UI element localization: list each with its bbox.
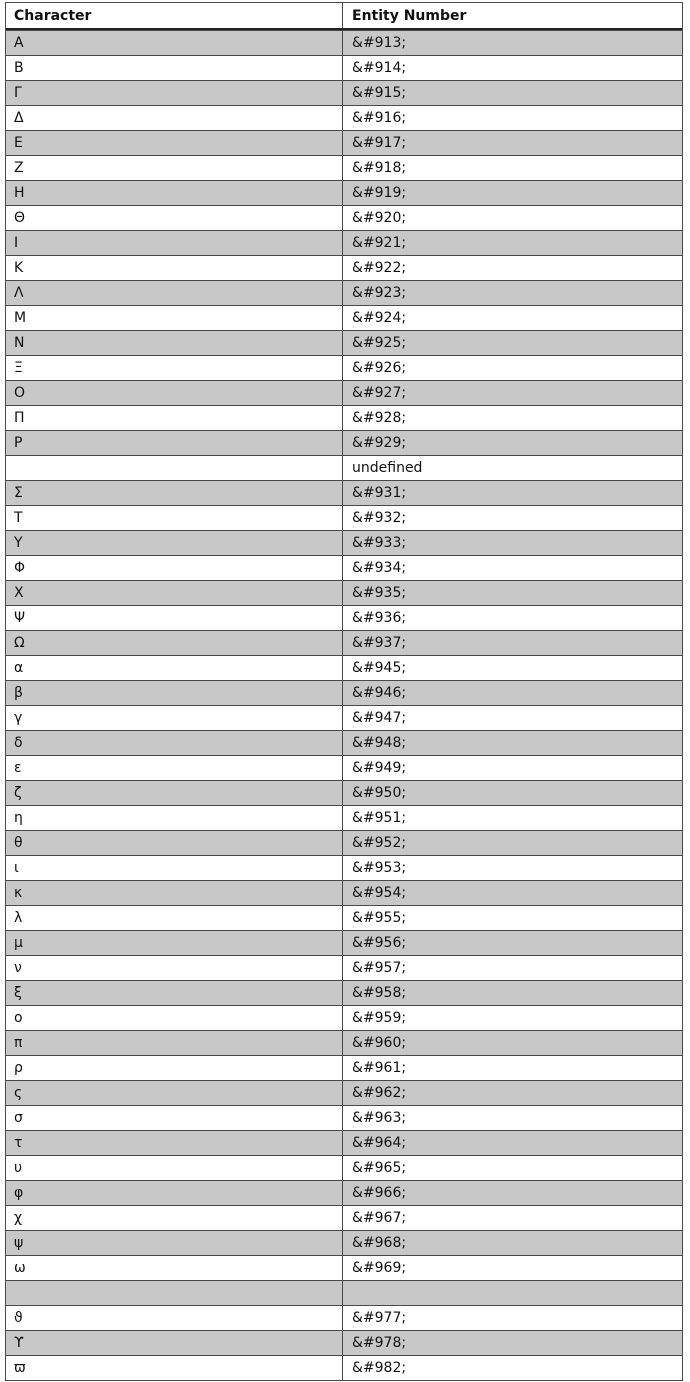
entity-number-cell: &#961; xyxy=(352,1060,407,1076)
entity-number-cell: &#932; xyxy=(352,510,407,526)
entity-number-cell: &#945; xyxy=(352,660,407,676)
entity-number-cell: &#926; xyxy=(352,360,407,376)
table-row xyxy=(6,805,682,830)
table-row xyxy=(6,305,682,330)
character-cell: κ xyxy=(6,881,343,905)
character-cell: ρ xyxy=(6,1056,343,1080)
character-cell: ν xyxy=(6,956,343,980)
character-cell: α xyxy=(6,656,343,680)
entity-number-cell: &#918; xyxy=(352,160,407,176)
table-row xyxy=(6,130,682,155)
table-row xyxy=(6,105,682,130)
table-row xyxy=(6,1255,682,1280)
table-row xyxy=(6,755,682,780)
entity-number-cell: &#913; xyxy=(352,35,407,51)
table-row xyxy=(6,730,682,755)
table-row xyxy=(6,630,682,655)
entity-number-cell: &#955; xyxy=(352,910,407,926)
character-cell: Ω xyxy=(6,631,343,655)
character-cell xyxy=(6,1281,343,1305)
table-row xyxy=(6,480,682,505)
table-row xyxy=(6,155,682,180)
character-cell: ε xyxy=(6,756,343,780)
entity-number-cell: &#957; xyxy=(352,960,407,976)
entity-number-cell: &#927; xyxy=(352,385,407,401)
table-row xyxy=(6,1330,682,1355)
character-cell: δ xyxy=(6,731,343,755)
table-row xyxy=(6,30,682,55)
character-cell: Κ xyxy=(6,256,343,280)
table-row xyxy=(6,1055,682,1080)
entity-number-cell: &#935; xyxy=(352,585,407,601)
table-row xyxy=(6,380,682,405)
entity-number-cell: &#919; xyxy=(352,185,407,201)
entity-number-cell: &#952; xyxy=(352,835,407,851)
character-cell: Ε xyxy=(6,131,343,155)
entity-number-cell: &#968; xyxy=(352,1235,407,1251)
table-header-row xyxy=(6,3,682,30)
character-cell: Η xyxy=(6,181,343,205)
entity-number-cell: &#915; xyxy=(352,85,407,101)
character-cell: Σ xyxy=(6,481,343,505)
table-row xyxy=(6,555,682,580)
entity-number-cell: &#947; xyxy=(352,710,407,726)
character-cell: ω xyxy=(6,1256,343,1280)
character-cell: π xyxy=(6,1031,343,1055)
greek-entity-table xyxy=(5,2,683,1381)
entity-number-cell: &#946; xyxy=(352,685,407,701)
table-row xyxy=(6,1005,682,1030)
entity-number-cell: &#934; xyxy=(352,560,407,576)
table-row xyxy=(6,1230,682,1255)
character-cell: Α xyxy=(6,31,343,55)
character-cell: ζ xyxy=(6,781,343,805)
entity-number-cell: &#916; xyxy=(352,110,407,126)
table-row xyxy=(6,430,682,455)
character-cell: ο xyxy=(6,1006,343,1030)
character-cell: Ρ xyxy=(6,431,343,455)
table-body xyxy=(6,30,682,1380)
table-row xyxy=(6,330,682,355)
character-cell: Χ xyxy=(6,581,343,605)
table-row xyxy=(6,255,682,280)
entity-number-cell: &#977; xyxy=(352,1310,407,1326)
entity-number-cell: &#949; xyxy=(352,760,407,776)
entity-number-cell: &#929; xyxy=(352,435,407,451)
entity-number-cell: &#965; xyxy=(352,1160,407,1176)
entity-number-cell: &#953; xyxy=(352,860,407,876)
character-cell: β xyxy=(6,681,343,705)
character-cell: ι xyxy=(6,856,343,880)
entity-number-cell: &#925; xyxy=(352,335,407,351)
table-row xyxy=(6,80,682,105)
character-cell: υ xyxy=(6,1156,343,1180)
header-entity-number: Entity Number xyxy=(352,7,467,24)
table-row xyxy=(6,1155,682,1180)
entity-number-cell: &#936; xyxy=(352,610,407,626)
character-cell: ς xyxy=(6,1081,343,1105)
character-cell: λ xyxy=(6,906,343,930)
entity-number-cell: &#956; xyxy=(352,935,407,951)
character-cell: Τ xyxy=(6,506,343,530)
entity-number-cell: &#962; xyxy=(352,1085,407,1101)
table-row xyxy=(6,1205,682,1230)
entity-number-cell: &#966; xyxy=(352,1185,407,1201)
table-row xyxy=(6,855,682,880)
table-row xyxy=(6,205,682,230)
entity-number-cell: &#954; xyxy=(352,885,407,901)
character-cell: ϖ xyxy=(6,1356,343,1380)
table-row xyxy=(6,705,682,730)
character-cell: χ xyxy=(6,1206,343,1230)
entity-number-cell: &#914; xyxy=(352,60,407,76)
character-cell: Ψ xyxy=(6,606,343,630)
entity-number-cell: &#923; xyxy=(352,285,407,301)
character-cell: Β xyxy=(6,56,343,80)
table-row xyxy=(6,530,682,555)
character-cell: Ι xyxy=(6,231,343,255)
entity-number-cell: &#969; xyxy=(352,1260,407,1276)
character-cell: Π xyxy=(6,406,343,430)
entity-number-cell: &#950; xyxy=(352,785,407,801)
character-cell xyxy=(6,456,343,480)
character-cell: Γ xyxy=(6,81,343,105)
character-cell: Ζ xyxy=(6,156,343,180)
character-cell: ϒ xyxy=(6,1331,343,1355)
table-row xyxy=(6,655,682,680)
table-row xyxy=(6,680,682,705)
table-row xyxy=(6,905,682,930)
table-row xyxy=(6,55,682,80)
character-cell: ξ xyxy=(6,981,343,1005)
table-row xyxy=(6,880,682,905)
table-row xyxy=(6,1180,682,1205)
entity-number-cell: &#951; xyxy=(352,810,407,826)
entity-number-cell: &#924; xyxy=(352,310,407,326)
entity-number-cell: &#948; xyxy=(352,735,407,751)
entity-number-cell: &#960; xyxy=(352,1035,407,1051)
character-cell: ψ xyxy=(6,1231,343,1255)
table-row xyxy=(6,1105,682,1130)
entity-number-cell: &#978; xyxy=(352,1335,407,1351)
entity-number-cell: &#933; xyxy=(352,535,407,551)
table-row xyxy=(6,1130,682,1155)
character-cell: μ xyxy=(6,931,343,955)
character-cell: φ xyxy=(6,1181,343,1205)
character-cell: ϑ xyxy=(6,1306,343,1330)
entity-number-cell: &#928; xyxy=(352,410,407,426)
entity-number-cell: &#917; xyxy=(352,135,407,151)
character-cell: Υ xyxy=(6,531,343,555)
entity-number-cell: &#937; xyxy=(352,635,407,651)
header-character: Character xyxy=(6,3,343,28)
character-cell: Μ xyxy=(6,306,343,330)
entity-number-cell xyxy=(343,1281,682,1305)
table-row xyxy=(6,1030,682,1055)
entity-number-cell: &#959; xyxy=(352,1010,407,1026)
character-cell: θ xyxy=(6,831,343,855)
character-cell: Θ xyxy=(6,206,343,230)
character-cell: γ xyxy=(6,706,343,730)
table-row xyxy=(6,605,682,630)
entity-number-cell: &#958; xyxy=(352,985,407,1001)
table-row xyxy=(6,1355,682,1380)
entity-number-cell: &#963; xyxy=(352,1110,407,1126)
character-cell: Ν xyxy=(6,331,343,355)
table-row xyxy=(6,405,682,430)
character-cell: Δ xyxy=(6,106,343,130)
table-row xyxy=(6,1080,682,1105)
character-cell: Ξ xyxy=(6,356,343,380)
character-cell: τ xyxy=(6,1131,343,1155)
character-cell: Λ xyxy=(6,281,343,305)
table-row xyxy=(6,930,682,955)
table-row xyxy=(6,180,682,205)
table-row xyxy=(6,980,682,1005)
table-row xyxy=(6,355,682,380)
table-row xyxy=(6,955,682,980)
table-row xyxy=(6,1280,682,1305)
table-row xyxy=(6,505,682,530)
entity-number-cell: &#982; xyxy=(352,1360,407,1376)
entity-number-cell: undefined xyxy=(352,460,423,476)
character-cell: η xyxy=(6,806,343,830)
table-row xyxy=(6,230,682,255)
entity-number-cell: &#931; xyxy=(352,485,407,501)
entity-number-cell: &#964; xyxy=(352,1135,407,1151)
table-row xyxy=(6,580,682,605)
table-row xyxy=(6,1305,682,1330)
entity-number-cell: &#921; xyxy=(352,235,407,251)
character-cell: σ xyxy=(6,1106,343,1130)
entity-number-cell: &#922; xyxy=(352,260,407,276)
entity-number-cell: &#967; xyxy=(352,1210,407,1226)
character-cell: Φ xyxy=(6,556,343,580)
table-row xyxy=(6,830,682,855)
table-row xyxy=(6,280,682,305)
table-row xyxy=(6,780,682,805)
entity-number-cell: &#920; xyxy=(352,210,407,226)
character-cell: Ο xyxy=(6,381,343,405)
table-row xyxy=(6,455,682,480)
